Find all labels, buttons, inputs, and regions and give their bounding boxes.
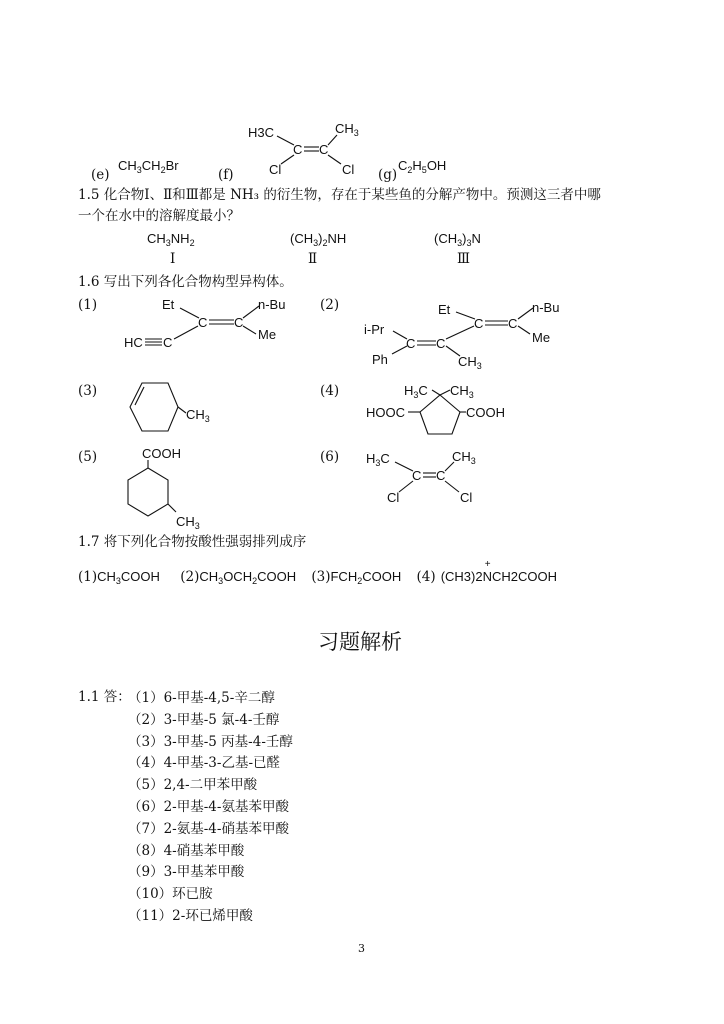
q17-item4-charge: + [484,559,491,570]
s1-nbu: n-Bu [258,297,286,312]
s6-h3c: $H_3C$ [366,451,390,468]
q16-item2-structure [362,296,582,370]
item-g-formula: $C_2H_5OH$ [398,158,447,175]
item-g-label: (g) [378,167,398,183]
s4-cooh: COOH [466,405,505,420]
ring [420,395,460,434]
answer-line: （8）4-硝基苯甲酸 [128,842,245,859]
bond [328,135,337,145]
q17-item4-formula: (CH3)2NCH2COOH + [440,559,557,584]
q16-item3-structure [120,380,240,438]
item-f-structure [240,118,380,180]
answer-line: （10）环已胺 [128,886,213,903]
answers-title: 习题解析 [318,630,402,654]
f-c2: C [319,142,329,157]
answer-line: （5）2,4-二甲苯甲酸 [128,777,258,794]
bond [399,481,413,492]
q17-item4-label: (4) [416,569,436,585]
item-e-formula: $CH_3CH_2Br$ [118,158,179,175]
s2-ph: Ph [372,352,388,367]
answer-line: （6）2-甲基-4-氨基苯甲酸 [128,798,289,815]
bond [395,462,413,471]
bond [446,326,474,339]
bond [180,308,199,318]
s2-nbu: n-Bu [532,300,560,315]
f-h3c: H3C [248,125,275,140]
q16-item1-label: (1) [78,297,98,313]
s1-c1: C [198,315,208,330]
q17-item3-formula: $FCH_2COOH$ [330,569,402,586]
q17-item2-label: (2) [180,569,200,585]
s6-c2: C [436,468,446,483]
s2-c3: C [406,336,416,351]
q17-item1-formula: $CH_3COOH$ [97,569,160,586]
s6-cl-left: Cl [387,490,400,505]
q15-numeral-2: Ⅱ [308,251,318,267]
answer-line: （1）6-甲基-4,5-辛二醇 [128,690,275,706]
s1-et: Et [162,297,175,312]
bond [277,136,294,145]
f-ch3: $CH_3$ [335,121,359,138]
bond [440,390,450,395]
q15-numeral-1: Ⅰ [170,251,176,267]
s4-h3c: $H_3C$ [404,383,428,400]
item-f-label: (f) [218,167,234,183]
s2-et: Et [438,302,451,317]
q16-item1-structure [118,294,298,356]
q16-item5-label: (5) [78,449,98,465]
s5-cooh: COOH [142,446,181,461]
f-c1: C [293,142,303,157]
q16-item2-label: (2) [320,297,340,313]
bond [446,346,460,356]
f-cl-left: Cl [269,162,282,177]
bond [243,306,259,318]
bond [174,326,198,339]
bond [518,308,533,319]
answer-line: （2）3-甲基-5 氯-4-壬醇 [128,711,280,728]
s3-ch3: $CH_3$ [186,407,210,424]
s6-cl-right: Cl [460,490,473,505]
s2-me: Me [532,330,551,345]
q16-title: 1.6 写出下列各化合物构型异构体。 [78,274,293,290]
s4-ch3: $CH_3$ [450,383,474,400]
q15-numeral-3: Ⅲ [457,251,471,267]
answer-11-list [128,688,293,928]
ring [130,383,178,431]
q16-item5-structure [118,444,238,534]
s5-ch3: $CH_3$ [176,514,200,531]
q17-items [78,559,557,586]
f-cl-right: Cl [342,162,355,177]
q16-item3-label: (3) [78,383,98,399]
bond [178,407,186,413]
answer-11-head: 1.1 答： [78,689,131,705]
answer-line: （11）2-环已烯甲酸 [128,907,253,924]
s1-me: Me [258,327,277,342]
bond [281,155,294,164]
s2-ch3: $CH_3$ [458,354,482,371]
bond [518,326,530,334]
s4-hooc: HOOC [366,405,405,420]
bond [328,155,341,164]
s1-hc: HC [124,335,143,350]
bond [168,504,176,512]
q15-compound-1: $CH_3NH_2$ [147,231,195,248]
s2-ipr: i-Pr [364,322,385,337]
s2-c2: C [508,316,518,331]
q16-item6-label: (6) [320,449,340,465]
q15-compound-2: $(CH_3)_2NH$ [290,231,347,248]
q16-item4-structure [362,380,522,440]
item-e-label: (e) [91,167,110,183]
bond [445,462,454,471]
answer-line: （3）3-甲基-5 丙基-4-壬醇 [128,733,293,750]
q16-item4-label: (4) [320,383,340,399]
q17-item2-formula: $CH_3OCH_2COOH$ [199,569,297,586]
s2-c1: C [474,316,484,331]
q17-item3-label: (3) [311,569,331,585]
answer-line: （9）3-甲基苯甲酸 [128,864,245,881]
bond [392,346,407,354]
page-number: 3 [358,942,365,955]
bond [432,390,440,395]
ring [128,468,168,516]
s1-c3: C [163,335,173,350]
q17-title: 1.7 将下列化合物按酸性强弱排列成序 [78,534,307,550]
bond [393,331,407,339]
q17-item1-label: (1) [78,569,98,585]
bond [456,312,475,319]
svg-text:H3C [248,125,274,140]
q16-item6-structure [358,444,498,506]
answer-line: （7）2-氨基-4-硝基苯甲酸 [128,820,289,837]
s2-c4: C [436,336,446,351]
s6-ch3: $CH_3$ [452,449,476,466]
q15-compound-3: $(CH_3)_3N$ [434,231,481,248]
q15-line2: 一个在水中的溶解度最小？ [78,208,240,224]
q15-line1: 1.5 化合物Ⅰ、Ⅱ和Ⅲ都是 NH₃ 的衍生物，存在于某些鱼的分解产物中。预测这三者中哪 [78,187,601,203]
bond [445,481,459,492]
answer-line: （4）4-甲基-3-乙基-已醛 [128,755,281,772]
bond [243,326,256,334]
s1-c2: C [234,315,244,330]
s6-c1: C [412,468,422,483]
bond [135,387,144,405]
